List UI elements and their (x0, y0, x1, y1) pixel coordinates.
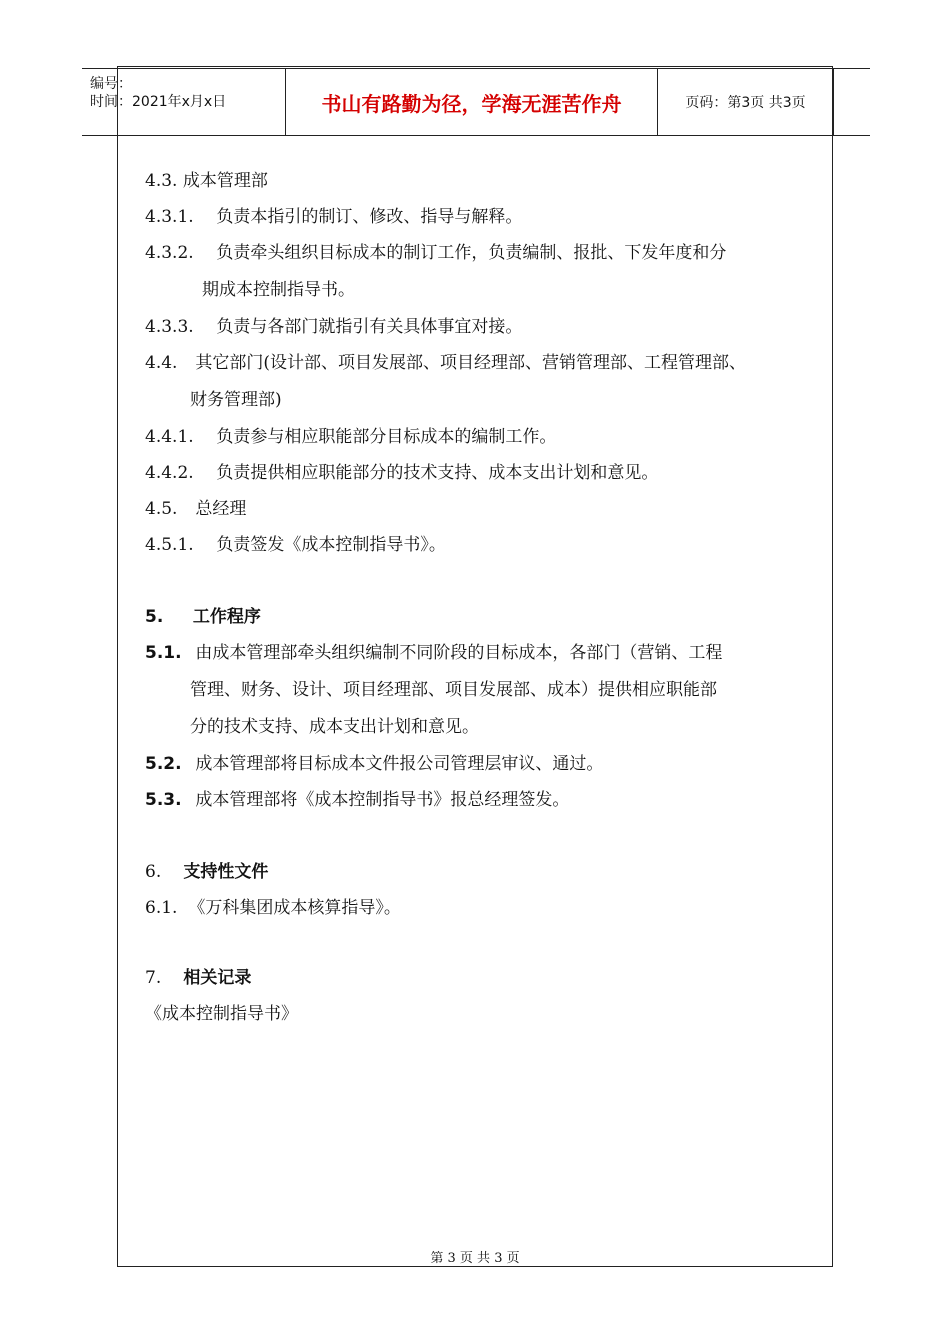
record-item: 《成本控制指导书》 (145, 1004, 298, 1024)
heading-number: 7. (145, 968, 162, 988)
item-text: 其它部门(设计部、项目发展部、项目经理部、营销管理部、工程管理部、 (195, 353, 747, 373)
item-number: 6.1. (145, 898, 178, 918)
item-text: 总经理 (195, 499, 247, 519)
section-heading (145, 857, 268, 882)
list-item (145, 348, 746, 373)
content-frame (117, 136, 833, 1267)
document-number-label: 编号： (90, 76, 132, 92)
list-item (145, 530, 446, 555)
item-text: 负责参与相应职能部分目标成本的编制工作。 (216, 427, 557, 447)
document-header (82, 68, 870, 136)
item-text: 成本管理部将目标成本文件报公司管理层审议、通过。 (195, 754, 604, 774)
item-number: 4.5.1. (145, 535, 194, 555)
item-text: 负责提供相应职能部分的技术支持、成本支出计划和意见。 (216, 463, 659, 483)
list-item (145, 749, 603, 774)
section-heading (145, 602, 261, 627)
list-item (145, 638, 722, 663)
list-item (145, 458, 658, 483)
item-text: 成本管理部将《成本控制指导书》报总经理签发。 (195, 790, 570, 810)
item-number: 5.3. (145, 790, 182, 810)
section-heading (145, 963, 251, 988)
item-number: 4.3.2. (145, 243, 194, 263)
list-item (145, 166, 268, 191)
list-item (145, 312, 522, 337)
item-number: 4.5. (145, 499, 178, 519)
heading-text: 支持性文件 (183, 862, 269, 882)
item-number: 5.2. (145, 754, 182, 774)
item-number: 4.3.3. (145, 317, 194, 337)
list-item (145, 422, 556, 447)
item-text: 负责与各部门就指引有关具体事宜对接。 (216, 317, 523, 337)
item-text: 负责本指引的制订、修改、指导与解释。 (216, 207, 523, 227)
list-item-continuation: 财务管理部) (190, 390, 282, 410)
list-item-continuation: 管理、财务、设计、项目经理部、项目发展部、成本）提供相应职能部 (190, 680, 717, 700)
heading-text: 工作程序 (192, 607, 261, 627)
item-number: 5.1. (145, 643, 182, 663)
list-item-continuation: 分的技术支持、成本支出计划和意见。 (190, 717, 479, 737)
list-item (145, 494, 246, 519)
header-motto: 书山有路勤为径，学海无涯苦作舟 (285, 69, 658, 135)
heading-text: 相关记录 (183, 968, 252, 988)
item-number: 4.4.2. (145, 463, 194, 483)
header-page-info: 页码：第3页 共3页 (658, 69, 834, 135)
list-item (145, 785, 569, 810)
page-footer: 第 3 页 共 3 页 (430, 1251, 520, 1266)
list-item (145, 238, 726, 263)
item-text: 负责签发《成本控制指导书》。 (216, 535, 446, 555)
list-item (145, 893, 401, 918)
item-number: 4.4. (145, 353, 178, 373)
heading-number: 5. (145, 607, 164, 627)
list-item-continuation: 期成本控制指导书。 (202, 280, 355, 300)
item-number: 4.3. (145, 171, 178, 191)
list-item (145, 202, 522, 227)
item-number: 4.4.1. (145, 427, 194, 447)
item-text: 《万科集团成本核算指导》。 (188, 898, 401, 918)
item-text: 由成本管理部牵头组织编制不同阶段的目标成本，各部门（营销、工程 (195, 643, 723, 663)
header-meta (82, 69, 285, 135)
item-text: 成本管理部 (182, 171, 268, 191)
heading-number: 6. (145, 862, 162, 882)
document-time: 时间：2021年x月x日 (90, 94, 227, 110)
item-number: 4.3.1. (145, 207, 194, 227)
item-text: 负责牵头组织目标成本的制订工作，负责编制、报批、下发年度和分 (216, 243, 727, 263)
